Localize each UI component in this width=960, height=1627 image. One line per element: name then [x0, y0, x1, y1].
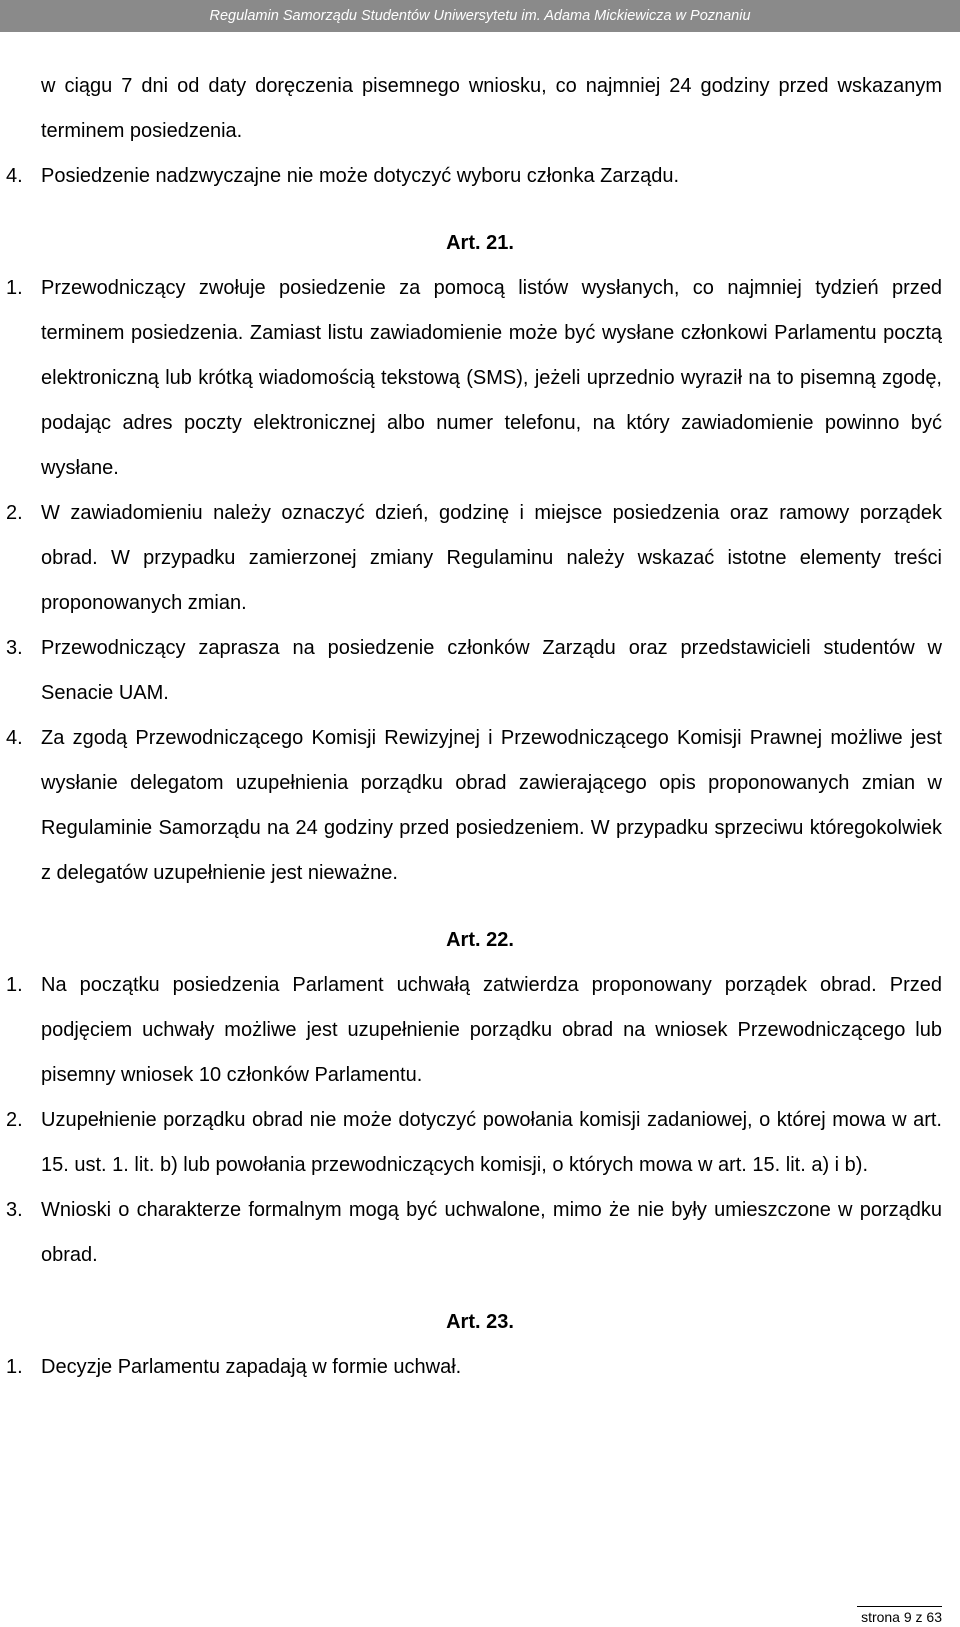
document-body: [0, 64, 960, 1390]
page-number: strona 9 z 63: [857, 1606, 942, 1625]
paragraph-item: [0, 963, 960, 1098]
paragraph-text: Przewodniczący zwołuje posiedzenie za pomocą listów wysłanych, co najmniej tydzień przed terminem posiedzenia. Zamiast listu zawiadomienie może być wysłane członkowi Parlamentu pocztą elektroniczną lub krótką wiadomością tekstową (SMS), jeżeli uprzednio wyraził na to pisemną zgodę, podając adres poczty elektronicznej albo numer telefonu, na który zawiadomienie powinno być wysłane.: [41, 277, 942, 479]
paragraph-text: Wnioski o charakterze formalnym mogą być uchwalone, mimo że nie były umieszczone w porządku obrad.: [41, 1199, 942, 1266]
paragraph-number: 3.: [6, 637, 23, 659]
paragraph-number: 4.: [6, 727, 23, 749]
running-header: Regulamin Samorządu Studentów Uniwersytetu im. Adama Mickiewicza w Poznaniu: [0, 0, 960, 32]
paragraph-text: Uzupełnienie porządku obrad nie może dotyczyć powołania komisji zadaniowej, o której mowa w art. 15. ust. 1. lit. b) lub powołania przewodniczących komisji, o których mowa w art. 15. lit. a) i b).: [41, 1109, 942, 1176]
paragraph-continuation: [0, 64, 960, 154]
paragraph-number: 2.: [6, 502, 23, 524]
paragraph-number: 2.: [6, 1109, 23, 1131]
paragraph-text: W zawiadomieniu należy oznaczyć dzień, godzinę i miejsce posiedzenia oraz ramowy porządek obrad. W przypadku zamierzonej zmiany Regulaminu należy wskazać istotne elementy treści proponowanych zmian.: [41, 502, 942, 614]
paragraph-number: 1.: [6, 277, 23, 299]
paragraph-item: [0, 716, 960, 896]
article-heading: Art. 23.: [446, 1311, 514, 1333]
paragraph-item: [0, 1098, 960, 1188]
paragraph-item: [0, 491, 960, 626]
paragraph-text: Za zgodą Przewodniczącego Komisji Rewizyjnej i Przewodniczącego Komisji Prawnej możliwe jest wysłanie delegatom uzupełnienia porządku obrad zawierającego opis proponowanych zmian w Regulaminie Samorządu na 24 godziny przed posiedzeniem. W przypadku sprzeciwu któregokolwiek z delegatów uzupełnienie jest nieważne.: [41, 727, 942, 884]
article-heading: Art. 21.: [446, 232, 514, 254]
paragraph-item: [0, 1188, 960, 1278]
paragraph-number: 1.: [6, 974, 23, 996]
paragraph-item: [0, 1345, 960, 1390]
paragraph-number: 4.: [6, 165, 23, 187]
paragraph-item: [0, 626, 960, 716]
paragraph-text: Na początku posiedzenia Parlament uchwałą zatwierdza proponowany porządek obrad. Przed podjęciem uchwały możliwe jest uzupełnienie porządku obrad na wniosek Przewodniczącego lub pisemny wniosek 10 członków Parlamentu.: [41, 974, 942, 1086]
article-heading: Art. 22.: [446, 929, 514, 951]
paragraph-text: Decyzje Parlamentu zapadają w formie uchwał.: [41, 1356, 462, 1378]
paragraph-text: Przewodniczący zaprasza na posiedzenie członków Zarządu oraz przedstawicieli studentów w Senacie UAM.: [41, 637, 942, 704]
paragraph-item: [0, 266, 960, 491]
paragraph-number: 1.: [6, 1356, 23, 1378]
paragraph-text: Posiedzenie nadzwyczajne nie może dotyczyć wyboru członka Zarządu.: [41, 165, 680, 187]
paragraph-item: [0, 154, 960, 199]
paragraph-text: w ciągu 7 dni od daty doręczenia pisemnego wniosku, co najmniej 24 godziny przed wskazanym terminem posiedzenia.: [41, 75, 942, 142]
paragraph-number: 3.: [6, 1199, 23, 1221]
